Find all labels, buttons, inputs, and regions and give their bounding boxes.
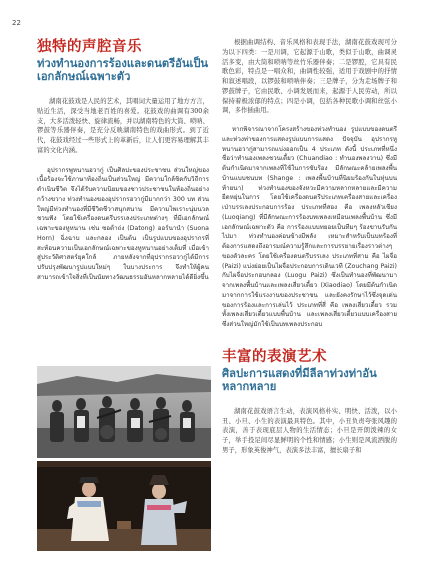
section-2 xyxy=(222,348,397,456)
stage-photo-image xyxy=(37,461,211,551)
section2-title-cn: 丰富的表演艺术 xyxy=(222,347,327,365)
paragraph-cn: 湖南花鼓戏是人民的艺术，其唱词大量运用了地方方言，贴近生活，深受当地老百姓的喜爱。花鼓戏的曲调有300余支，大多活泼轻快、旋律流畅，并以湖南特色的大筒、唢呐、锣鼓等乐器伴奏，是充分反映湖南特色的戏曲形式。到了近代，花鼓戏经过一些形式上的革新后，让人们更容易理解其丰富的文化内涵。 xyxy=(37,98,209,154)
left-column xyxy=(37,38,209,283)
paragraph-th-right: หากพิจารณาจากโครงสร้างของท่วงทำนอง รูปแบบของดนตรี และท่วงท่าของการแสดงรูปแบบการแสดง ปัจจุบัน อุปรากรหูหนานฮวากู่สามารถแบ่งออกเป็น 4 ประเภท ดังนี้ ประเภทที่หนึ่ง ชื่อว่าทำนองเพลงชวนเตี้ยว (Chuandiao : ทำนองพลงวาน) ซึ่งมีต้นกำเนิดมาจากเพลงที่ใช้ในการขับร้อง มีลักษณะคล้ายเพลงพื้นบ้านแบบชนบท (Shange : เพลงพื้นบ้านที่นิยมร้องกันในหุ่นบนท้ายนา) ท่วงทำนองของจังหวะมีความหลากหลายและมีความยืดหยุ่นในการ โดยใช้เครื่องดนตรีประเภทเครื่องสายและเครื่องเป่าบรรเลงประกอบการร้อง ประเภทที่สอง คือ เพลงหลัวเชียง (Luoqiang) ที่มีลักษณะการร้องบทเพลงเหมือนเพลงพื้นบ้าน ซึ่งมีเอกลักษณ์เฉพาะตัว คือ การร้องแบบทยอยเป็นทีมๆ ร้องขานรับกันไปมา ท่วงทำนองค่อนข้างมีพลัง เหมาะสำหรับเป็นบทร้องที่ต้องการแสดงถึงอารมณ์ความรู้สึกและการบรรยายเรื่องราวต่างๆ ของตัวละคร โดยใช้เครื่องดนตรีบรรเลง ประเภทที่สาม คือ ไผจื่อ (Paizi) แบ่งย่อยเป็นไผจื่อประกอบการเดินเวที (Zouchang Paizi) กับไผจื่อประกอบกลอง (Luogu Paizi) ซึ่งเป็นทำนองที่พัฒนามาจากเพลงพื้นบ้านและเพลงเสี่ยวเตี้ยว (Xiaodiao) โดยมีต้นกำเนิดมาจากการใช้แรงงานของประชาชน และยังคงรักษาไว้ซึ่งจุดเด่นของการร้องและการเล่นไว้ ประเภทที่สี่ คือ เพลงเสี่ยวเตี้ยว รวมทั้งเพลงเสี่ยวเตี้ยวแบบพื้นบ้าน และเพลงเสี่ยวเตี้ยวแบบเครื่องสาย ซึ่งส่วนใหญ่มักใช้เป็นบทเพลงประกอบ xyxy=(222,126,397,328)
band-photo xyxy=(37,366,211,458)
page-number: 22 xyxy=(12,19,21,27)
section-title-cn: 独特的声腔音乐 xyxy=(37,38,142,55)
paragraph-th: อุปรากรพูหนานฮวากู่ เป็นศิลปะของประชาชน ส่วนใหญ่ของเนื้อร้องจะใช้ภาษาท้องถิ่นเป็นส่วนใหญ่ มีความใกล้ชิดกับวิถีการดำเนินชีวิต จึงได้รับความนิยมของชาวประชาชนในท้องถิ่นอย่างกว้างขวาง ท่วงทำนองของอุปรากรฮวากู่มีมากกว่า 300 บท ส่วนใหญ่มีท่วงทำนองที่มีชีวิตชีวาสนุกสนาน มีความไพเราะนุ่มนวลชวนฟัง โดยใช้เครื่องดนตรีบรรเลงประเภทต่างๆ ที่มีเอกลักษณ์เฉพาะของหูหนาน เช่น ซอต้าถ่ง (Datong) ออร์นานำ (Suona Horn) ฉิ่งฉาบ และกลอง เป็นต้น เป็นรูปแบบของอุปรากรที่สะท้อนความเป็นเอกลักษณ์เฉพาะของหูหนานอย่างเต็มที่ เมื่อเข้าสู่ประวัติศาสตร์ยุคใกล้ ภายหลังจากที่อุปรากรฮวากู่ได้มีการปรับปรุงพัฒนารูปแบบใหม่ๆ ในบางประการ จึงทำให้ผู้คนสามารถเข้าใจสิ่งที่เป็นนัยทางวัฒนธรรมอันหลากหลายได้ดียิ่งขึ้น xyxy=(37,166,209,281)
band-photo-image xyxy=(37,366,211,458)
stage-photo xyxy=(37,461,211,551)
paragraph-cn-right: 根据曲调结构、音乐风格和表现手法，湖南花鼓戏现可分为以下四类：一是川调，它起源于山歌，类似于山歌，曲调灵活多变，由大筒和唢呐等丝竹乐器伴奏；二是锣腔，它具有民歌色彩，特点是一唱众和，曲调性较强，适用于戏剧中的抒情和叙述唱段，以锣鼓和唢呐伴奏；三是牌子，分为走场牌子和锣鼓牌子，它由民歌、小调发展而来，起源于人民劳动，所以保持着极浓郁的特点；四是小调，包括各种民歌小调和丝弦小调，多作插曲用。 xyxy=(222,39,397,115)
section-title-th: ท่วงทำนองการร้องและดนตรีอันเป็นเอกลักษณ์เฉพาะตัว xyxy=(37,57,209,83)
section2-title-th: ศิลปะการแสดงที่มีลีลาท่วงท่าอันหลากหลาย xyxy=(222,366,377,393)
right-column xyxy=(222,38,397,456)
section2-paragraph-cn: 湖南花鼓戏语言生动，表演风格朴实、明快、活泼，以小丑、小旦、小生的表演最具特色。其中，小丑负责夸张风趣的表演，善于表现底层人物的生活情态；小旦是开朗泼辣的女子，举手投足间尽显鲜明的个性和情感；小生则是风流洒脱的男子，形象英俊神气，表演多法丰富，擅长扇子和 xyxy=(222,407,397,454)
